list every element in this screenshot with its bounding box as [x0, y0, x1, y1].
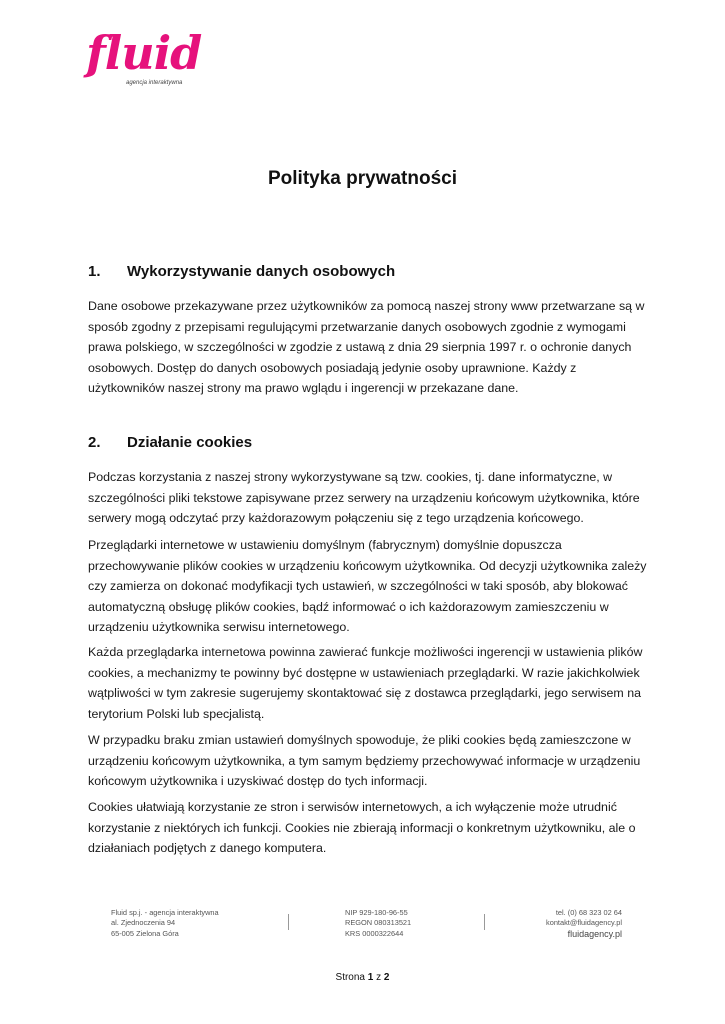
footer-registry-line: KRS 0000322644 [345, 928, 404, 938]
page-title: Polityka prywatności [267, 168, 457, 189]
footer-phone: tel. (0) 68 323 02 64 [555, 908, 622, 917]
footer-registry-line: NIP 929-180-96-55 [345, 908, 408, 917]
section-2-paragraph-1: Podczas korzystania z naszej strony wykorzystywane są tzw. cookies, tj. dane informatyczne, w szczególności pliki tekstowe zapisywane przez serwery na urządzeniu końcowym użytkownika, które serwery mogą odczytać przy każdorazowym połączeniu się z tego urządzenia końcowego. [88, 470, 640, 525]
section-1-title: Wykorzystywanie danych osobowych [127, 263, 396, 280]
footer-company [111, 908, 219, 939]
section-2-paragraph-4: W przypadku braku zmian ustawień domyślnych spowoduje, że pliki cookies będą zamieszczone w urządzeniu końcowym użytkownika, a tym samym będziemy przechowywać informacje w urządzeniu końcowym użytkownika i uzyskiwać dostęp do tych informacji. [88, 733, 641, 788]
footer-registry [345, 908, 411, 939]
page-label: Strona [335, 972, 365, 983]
footer-divider [484, 914, 485, 930]
section-2-heading [88, 434, 252, 451]
fluid-logo [86, 26, 202, 90]
page-separator: z [376, 972, 382, 983]
footer-divider [288, 914, 289, 930]
section-1-heading [88, 263, 395, 280]
footer-website[interactable]: fluidagency.pl [567, 928, 622, 939]
logo-tagline: agencja interaktywna [126, 80, 183, 86]
footer-email[interactable]: kontakt@fluidagency.pl [546, 918, 622, 928]
logo-wordmark: fluid [86, 26, 202, 80]
page-total: 2 [383, 972, 390, 983]
page-number [0, 972, 725, 983]
footer-registry-line: REGON 080313521 [345, 918, 412, 928]
section-2-title: Działanie cookies [127, 434, 253, 451]
section-1-number: 1. [88, 263, 101, 280]
section-2-number: 2. [88, 434, 101, 451]
section-2-paragraph-3: Każda przeglądarka internetowa powinna zawierać funkcje możliwości ingerencji w ustawienia plików cookies, a mechanizmy te powinny być dostępne w ustawieniach przeglądarki. W razie jakichkolwiek wątpliwości w tym zakresie sugerujemy skontaktować się z dostawca przeglądarki, jego serwisem na terytorium Polski lub specjalistą. [88, 645, 643, 721]
footer-company-line: al. Zjednoczenia 94 [111, 918, 176, 928]
footer-company-line: 65-005 Zielona Góra [111, 928, 179, 938]
section-2-paragraph-2: Przeglądarki internetowe w ustawieniu domyślnym (fabrycznym) domyślnie dopuszcza przechowywanie plików cookies w urządzeniu końcowym użytkownika. Od decyzji użytkownika zależy czy zamierza on dokonać modyfikacji tych ustawień, w szczególności w taki sposób, aby blokować automatyczną obsługę plików cookies, bądź informować o ich każdorazowym zamieszczeniu w urządzeniu użytkownika serwisu internetowego. [88, 538, 647, 634]
footer-company-line: Fluid sp.j. - agencja interaktywna [111, 908, 219, 917]
section-2-paragraph-5: Cookies ułatwiają korzystanie ze stron i serwisów internetowych, a ich wyłączenie może utrudnić korzystanie z niektórych ich funkcji. Cookies nie zbierają informacji o konkretnym użytkowniku, ale o działaniach podjętych z danego komputera. [88, 800, 636, 855]
footer-contact [500, 908, 622, 939]
section-1-paragraph-1: Dane osobowe przekazywane przez użytkowników za pomocą naszej strony www przetwarzane są w sposób zgodny z przepisami regulującymi przetwarzanie danych osobowych zgodnie z wymogami prawa polskiego, w szczególności w zgodzie z ustawą z dnia 29 sierpnia 1997 r. o ochronie danych osobowych. Dostęp do danych osobowych posiadają jedynie osoby uprawnione. Każdy z użytkowników naszej strony ma prawo wglądu i ingerencji w przekazane dane. [88, 299, 645, 395]
page-current: 1 [367, 972, 374, 983]
